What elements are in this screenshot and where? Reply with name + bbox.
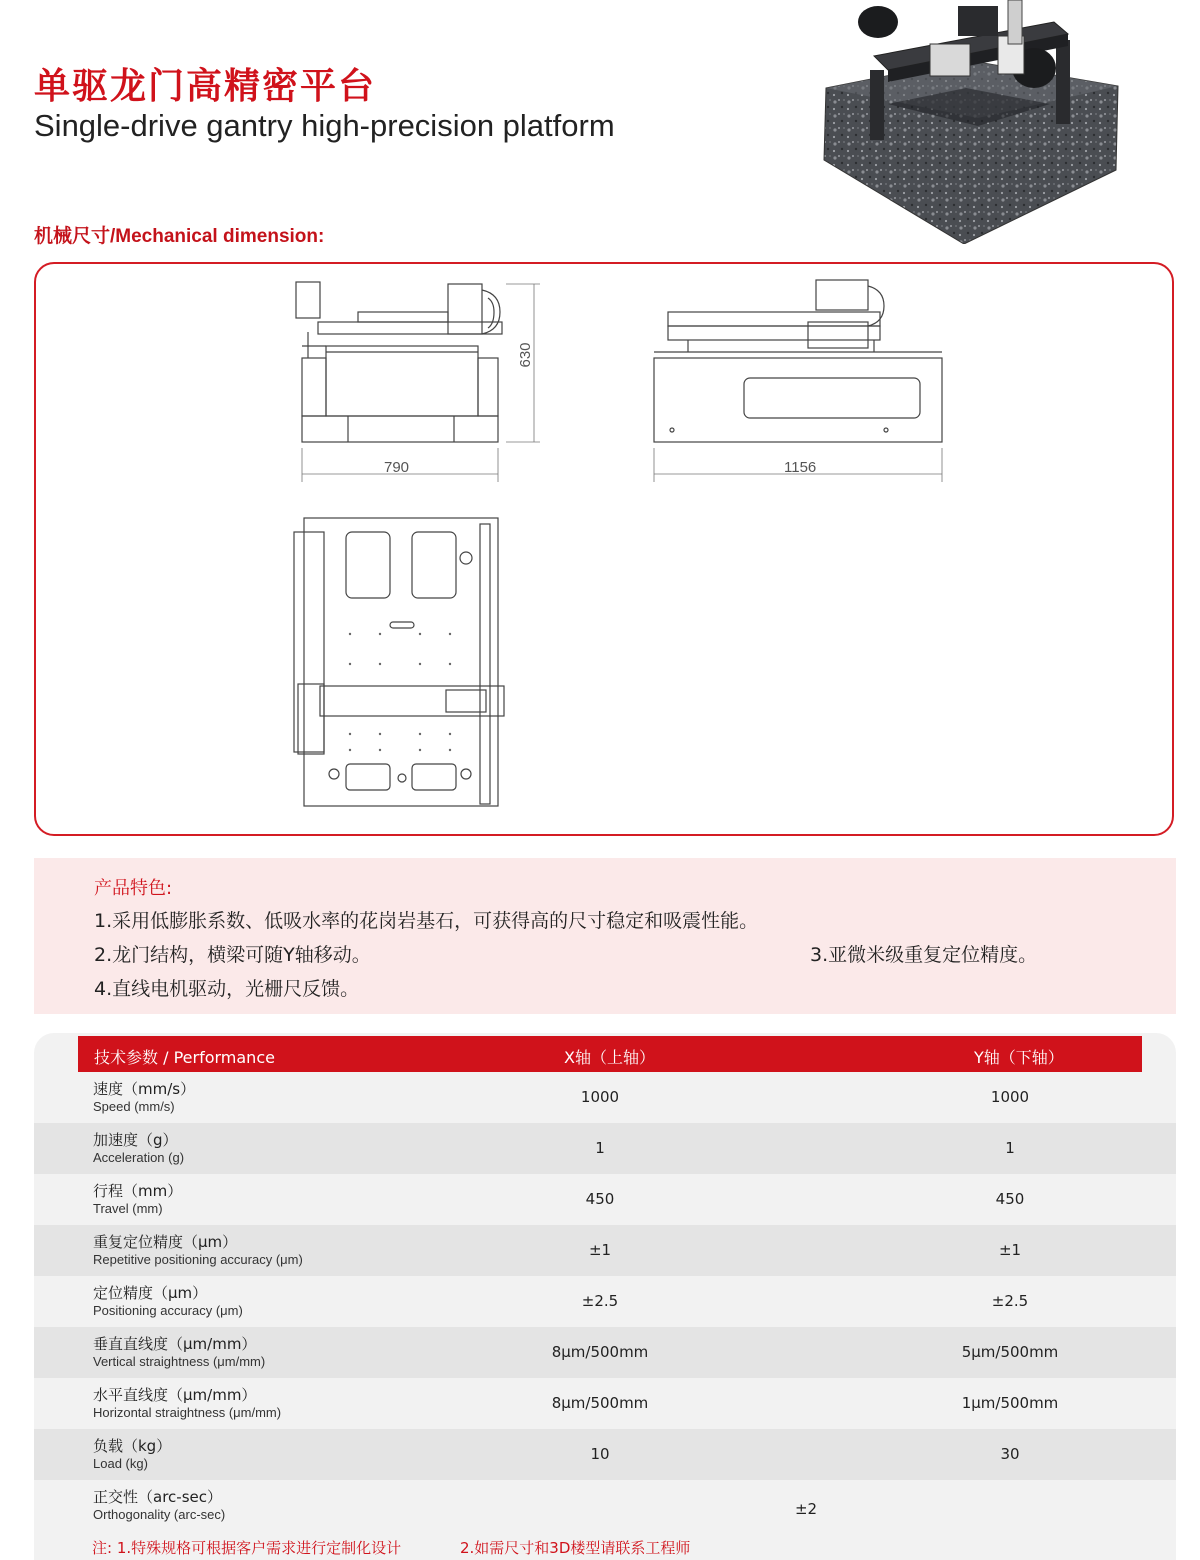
- table-row: [34, 1072, 1176, 1123]
- row-y-value: 30: [1000, 1445, 1020, 1463]
- row-y-value: 450: [995, 1190, 1025, 1208]
- header-x-axis: X轴（上轴）: [564, 1048, 655, 1067]
- front-view-drawing: [288, 276, 548, 482]
- row-label-en: Acceleration (g): [93, 1150, 185, 1165]
- row-x-value: 8μm/500mm: [551, 1394, 649, 1412]
- row-y-value: 1: [1005, 1139, 1015, 1157]
- header-param: 技术参数 / Performance: [94, 1048, 275, 1067]
- feature-item: 3.亚微米级重复定位精度。: [810, 944, 1038, 966]
- row-x-value: 1000: [580, 1088, 620, 1106]
- table-header: [78, 1036, 1142, 1072]
- page-title-cn: 单驱龙门高精密平台: [34, 66, 377, 107]
- dimension-label-1156: 1156: [784, 459, 817, 476]
- product-features: [34, 858, 1176, 1014]
- row-label-cn: 重复定位精度（μm）: [93, 1233, 238, 1251]
- product-photo: [818, 0, 1124, 244]
- top-view-drawing: [290, 514, 510, 810]
- dimension-label-630: [514, 330, 538, 380]
- feature-item: 4.直线电机驱动，光栅尺反馈。: [94, 978, 360, 1000]
- row-label-cn: 速度（mm/s）: [93, 1080, 196, 1098]
- row-label-cn: 垂直直线度（μm/mm）: [93, 1335, 257, 1353]
- note-customization: 注: 1.特殊规格可根据客户需求进行定制化设计: [92, 1539, 402, 1557]
- table-row: [34, 1174, 1176, 1225]
- row-label-en: Repetitive positioning accuracy (μm): [93, 1252, 303, 1267]
- table-row: [34, 1123, 1176, 1174]
- note-contact-engineer: 2.如需尺寸和3D楼型请联系工程师: [460, 1539, 691, 1557]
- row-label-cn: 行程（mm）: [93, 1182, 183, 1200]
- row-label-en: Orthogonality (arc-sec): [93, 1507, 226, 1522]
- dimension-label-790: 790: [384, 459, 410, 476]
- row-label-en: Load (kg): [93, 1456, 148, 1471]
- row-label-en: Travel (mm): [93, 1201, 163, 1216]
- table-row: [34, 1225, 1176, 1276]
- row-label-en: Vertical straightness (μm/mm): [93, 1354, 266, 1369]
- header-y-axis: Y轴（下轴）: [974, 1048, 1064, 1067]
- row-merged-value: ±2: [794, 1500, 818, 1518]
- row-label-cn: 加速度（g）: [93, 1131, 178, 1149]
- table-row: [34, 1327, 1176, 1378]
- row-y-value: 1μm/500mm: [961, 1394, 1059, 1412]
- table-row: [34, 1276, 1176, 1327]
- row-label-en: Horizontal straightness (μm/mm): [93, 1405, 282, 1420]
- row-label-cn: 正交性（arc-sec）: [93, 1488, 222, 1506]
- row-y-value: ±2.5: [991, 1292, 1029, 1310]
- row-label-cn: 负载（kg）: [93, 1437, 172, 1455]
- row-y-value: 1000: [990, 1088, 1030, 1106]
- table-row: [34, 1429, 1176, 1480]
- dimension-frame: [34, 262, 1174, 836]
- row-x-value: 10: [590, 1445, 610, 1463]
- row-x-value: 8μm/500mm: [551, 1343, 649, 1361]
- features-title: 产品特色:: [94, 878, 173, 899]
- feature-item: 2.龙门结构，横梁可随Y轴移动。: [94, 944, 371, 966]
- row-x-value: 450: [585, 1190, 615, 1208]
- row-x-value: 1: [595, 1139, 605, 1157]
- mechanical-dimension-heading: 机械尺寸/Mechanical dimension:: [34, 226, 325, 247]
- row-x-value: ±1: [588, 1241, 612, 1259]
- feature-item: 1.采用低膨胀系数、低吸水率的花岗岩基石，可获得高的尺寸稳定和吸震性能。: [94, 910, 759, 932]
- svg-text:630: 630: [516, 342, 534, 368]
- row-label-en: Positioning accuracy (μm): [93, 1303, 243, 1318]
- row-y-value: 5μm/500mm: [961, 1343, 1059, 1361]
- side-view-drawing: [648, 276, 948, 482]
- performance-table: [34, 1033, 1176, 1560]
- row-label-en: Speed (mm/s): [93, 1099, 175, 1114]
- row-label-cn: 水平直线度（μm/mm）: [93, 1386, 257, 1404]
- table-row: [34, 1480, 1176, 1536]
- row-y-value: ±1: [998, 1241, 1022, 1259]
- page-title-en: Single-drive gantry high-precision platform: [34, 108, 615, 143]
- row-x-value: ±2.5: [581, 1292, 619, 1310]
- table-row: [34, 1378, 1176, 1429]
- row-label-cn: 定位精度（μm）: [93, 1284, 208, 1302]
